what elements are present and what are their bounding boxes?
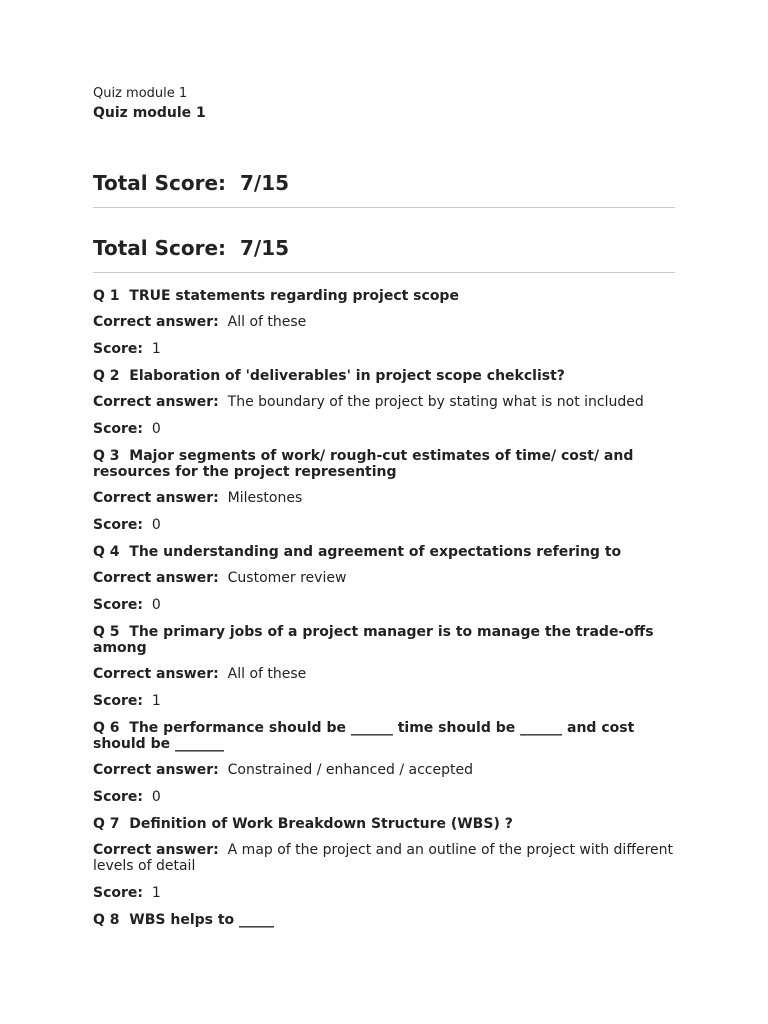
question-text: The primary jobs of a project manager is to manage the trade-offs among <box>93 624 654 656</box>
correct-answer-label: Correct answer: <box>93 762 219 778</box>
correct-answer-line <box>93 762 675 778</box>
divider <box>93 272 675 273</box>
question-item <box>93 448 675 533</box>
score-value: 0 <box>151 421 161 437</box>
question-number: Q 8 <box>93 912 120 928</box>
score-value: 1 <box>151 341 161 357</box>
score-value: 0 <box>151 789 161 805</box>
score-value: 0 <box>151 517 161 533</box>
question-text: The performance should be ______ time should be ______ and cost should be _______ <box>93 720 635 752</box>
question-title <box>93 288 675 304</box>
total-score-label: Total Score: <box>93 171 227 195</box>
total-score-heading <box>93 170 675 196</box>
question-number: Q 7 <box>93 816 120 832</box>
correct-answer-line <box>93 314 675 330</box>
score-line <box>93 421 675 437</box>
total-score-block <box>93 170 675 208</box>
question-title <box>93 448 675 480</box>
question-number: Q 1 <box>93 288 120 304</box>
question-title <box>93 544 675 560</box>
correct-answer-value: Milestones <box>227 490 303 506</box>
score-value: 1 <box>151 885 161 901</box>
question-list <box>93 288 675 928</box>
question-title <box>93 816 675 832</box>
question-number: Q 3 <box>93 448 120 464</box>
question-text: Definition of Work Breakdown Structure (WBS) ? <box>129 816 513 832</box>
page-title: Quiz module 1 <box>93 105 206 121</box>
score-label: Score: <box>93 597 143 613</box>
question-title <box>93 624 675 656</box>
correct-answer-line <box>93 570 675 586</box>
correct-answer-label: Correct answer: <box>93 490 219 506</box>
score-label: Score: <box>93 789 143 805</box>
total-score-heading <box>93 235 675 261</box>
correct-answer-value: Customer review <box>227 570 347 586</box>
content-area <box>93 85 675 938</box>
score-value: 0 <box>151 597 161 613</box>
question-text: Elaboration of 'deliverables' in project scope chekclist? <box>129 368 565 384</box>
correct-answer-value: All of these <box>227 314 307 330</box>
correct-answer-label: Correct answer: <box>93 570 219 586</box>
correct-answer-line <box>93 666 675 682</box>
question-item <box>93 544 675 613</box>
correct-answer-value: Constrained / enhanced / accepted <box>227 762 473 778</box>
correct-answer-line <box>93 842 675 874</box>
score-value: 1 <box>151 693 161 709</box>
score-line <box>93 789 675 805</box>
score-label: Score: <box>93 421 143 437</box>
total-score-block-repeat <box>93 235 675 273</box>
score-line <box>93 517 675 533</box>
correct-answer-value: The boundary of the project by stating what is not included <box>227 394 644 410</box>
correct-answer-line <box>93 394 675 410</box>
score-label: Score: <box>93 517 143 533</box>
correct-answer-value: A map of the project and an outline of the project with different levels of detail <box>93 842 674 874</box>
question-title <box>93 368 675 384</box>
correct-answer-label: Correct answer: <box>93 842 219 858</box>
question-item <box>93 720 675 805</box>
question-item <box>93 368 675 437</box>
question-item <box>93 288 675 357</box>
question-number: Q 2 <box>93 368 120 384</box>
score-label: Score: <box>93 341 143 357</box>
question-text: TRUE statements regarding project scope <box>129 288 459 304</box>
breadcrumb: Quiz module 1 <box>93 86 188 101</box>
score-label: Score: <box>93 885 143 901</box>
correct-answer-value: All of these <box>227 666 307 682</box>
divider <box>93 207 675 208</box>
score-line <box>93 597 675 613</box>
score-line <box>93 341 675 357</box>
correct-answer-label: Correct answer: <box>93 394 219 410</box>
question-title <box>93 720 675 752</box>
question-number: Q 4 <box>93 544 120 560</box>
question-item <box>93 912 675 928</box>
correct-answer-label: Correct answer: <box>93 666 219 682</box>
question-number: Q 6 <box>93 720 120 736</box>
correct-answer-line <box>93 490 675 506</box>
question-text: WBS helps to _____ <box>129 912 275 928</box>
score-line <box>93 693 675 709</box>
correct-answer-label: Correct answer: <box>93 314 219 330</box>
question-item <box>93 816 675 901</box>
question-item <box>93 624 675 709</box>
total-score-label: Total Score: <box>93 236 227 260</box>
question-text: The understanding and agreement of expectations refering to <box>129 544 622 560</box>
total-score-value: 7/15 <box>239 236 290 260</box>
score-label: Score: <box>93 693 143 709</box>
question-title <box>93 912 675 928</box>
total-score-value: 7/15 <box>239 171 290 195</box>
question-number: Q 5 <box>93 624 120 640</box>
score-line <box>93 885 675 901</box>
question-text: Major segments of work/ rough-cut estimates of time/ cost/ and resources for the project representing <box>93 448 634 480</box>
